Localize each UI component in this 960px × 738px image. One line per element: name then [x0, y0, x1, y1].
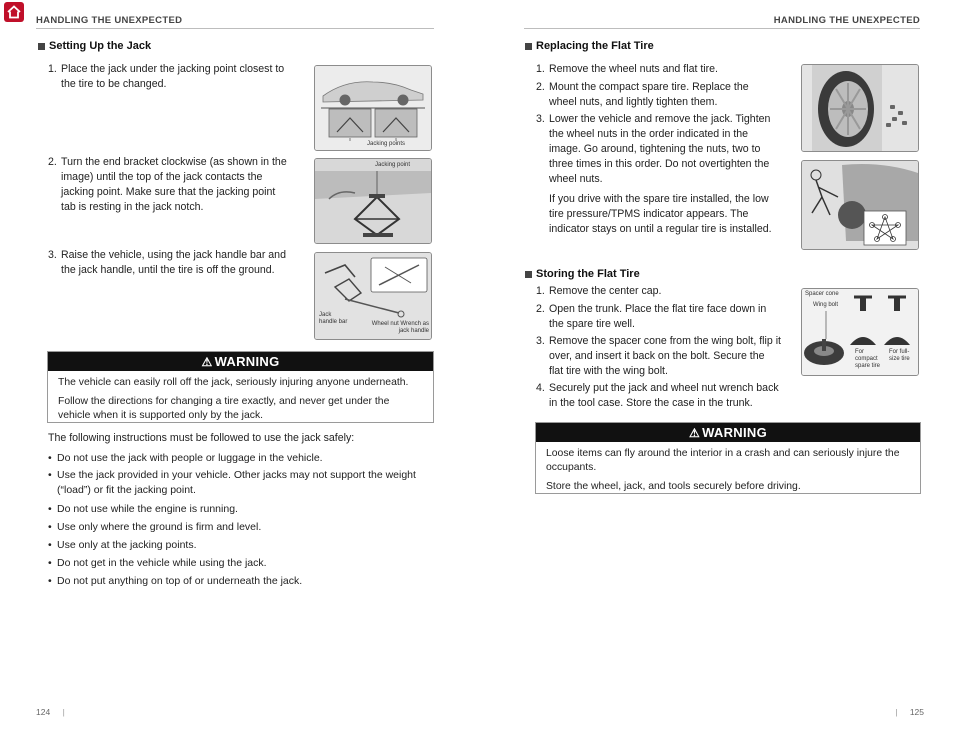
store-step-2 — [536, 302, 776, 332]
step-text: Remove the wheel nuts and flat tire. — [549, 63, 719, 75]
jack-step-3 — [48, 248, 298, 278]
warning-triangle-icon: ⚠ — [201, 354, 213, 369]
step-text: Raise the vehicle, using the jack handle bar and the jack handle, until the tire is off the ground. — [61, 249, 286, 276]
replace-step-2 — [536, 80, 776, 110]
compact-spare-label: For compact spare tire — [855, 349, 881, 369]
jack-step-1 — [48, 62, 298, 92]
list-item: • Do not use the jack with people or luggage in the vehicle. — [48, 449, 433, 467]
warning-paragraph: Store the wheel, jack, and tools securely before driving. — [546, 481, 801, 492]
page-number-text: 124 — [36, 707, 51, 717]
list-item: • Use only at the jacking points. — [48, 536, 433, 554]
step-text: Securely put the jack and wheel nut wrench back in the tool case. Store the case in the trunk. — [549, 382, 779, 409]
full-size-tire-label: For full-size tire — [889, 349, 910, 362]
store-step-4 — [536, 381, 786, 411]
warning-box-jack — [47, 351, 434, 423]
jacking-point-figure — [314, 158, 432, 244]
list-item: • Do not use while the engine is running. — [48, 500, 433, 518]
section-marker-icon — [525, 43, 532, 50]
step-number: 3. — [48, 249, 57, 261]
list-item: • Use only where the ground is firm and level. — [48, 518, 433, 536]
step-number: 3. — [536, 113, 545, 125]
step-text: Remove the center cap. — [549, 285, 662, 297]
jack-handle-bar-label: Jack handle bar — [319, 312, 348, 325]
step-text: Mount the compact spare tire. Replace the wheel nuts, and lightly tighten them. — [549, 81, 749, 108]
jacking-point-label: Jacking point — [375, 162, 411, 168]
jack-step-2 — [48, 155, 288, 215]
running-header: HANDLING THE UNEXPECTED — [773, 15, 920, 26]
step-text: Lower the vehicle and remove the jack. Tighten the wheel nuts in the order indicated in the image. Go around, tightening the nuts, two to three times in this order. Do not overtighten the wheel nuts. — [549, 113, 771, 185]
warning-paragraph: Loose items can fly around the interior in a crash and can seriously injure the occupants. — [546, 448, 900, 473]
safety-bullet-list — [48, 449, 433, 590]
tightening-order-figure — [801, 160, 919, 250]
wheel-illustration — [802, 65, 918, 151]
warning-header — [48, 352, 433, 371]
section-marker-icon — [38, 43, 45, 50]
list-item: • Use the jack provided in your vehicle. Other jacks may not support the weight (“load”) or fit the jacking point. — [48, 468, 433, 498]
warning-header — [536, 423, 920, 442]
car-side-illustration — [315, 66, 431, 150]
jacking-points-figure — [314, 65, 432, 151]
warning-box-storage — [535, 422, 921, 494]
right-page — [480, 0, 960, 738]
store-step-3 — [536, 334, 781, 379]
warning-paragraph: Follow the directions for changing a tire exactly, and never get under the vehicle when it is supported only by the jack. — [58, 396, 390, 421]
list-item: • Do not put anything on top of or underneath the jack. — [48, 572, 433, 590]
list-item: • Do not get in the vehicle while using the jack. — [48, 554, 433, 572]
section-title-text: Replacing the Flat Tire — [536, 40, 654, 52]
step-number: 1. — [536, 63, 545, 75]
replace-step-3 — [536, 112, 778, 187]
warning-title: WARNING — [702, 425, 767, 440]
section-title-text: Setting Up the Jack — [49, 40, 152, 52]
section-title-replacing-flat-tire — [525, 40, 654, 52]
safety-intro: The following instructions must be followed to use the jack safely: — [48, 432, 355, 444]
scissor-jack-illustration — [315, 159, 431, 243]
section-title-storing-flat-tire — [525, 268, 640, 280]
step-number: 2. — [536, 81, 545, 93]
step-text: Turn the end bracket clockwise (as shown in the image) until the top of the jack contacts the jacking point. Make sure that the jacking point tab is resting in the jack notch. — [61, 156, 287, 213]
section-title-text: Storing the Flat Tire — [536, 268, 640, 280]
page-number-text: 125 — [909, 707, 924, 717]
step-number: 4. — [536, 382, 545, 394]
page-number-left: 124 | — [36, 707, 65, 717]
page-number-right: | 125 — [895, 707, 924, 717]
spacer-cone-label: Spacer cone — [805, 291, 839, 297]
header-rule — [36, 28, 434, 29]
step-number: 1. — [536, 285, 545, 297]
replace-step-1 — [536, 62, 776, 77]
running-header: HANDLING THE UNEXPECTED — [36, 15, 183, 26]
warning-title: WARNING — [214, 354, 280, 369]
spacer-cone-figure — [801, 288, 919, 376]
jacking-points-label: Jacking points — [367, 141, 406, 147]
home-icon[interactable] — [4, 2, 24, 22]
section-marker-icon — [525, 271, 532, 278]
header-rule — [524, 28, 920, 29]
warning-paragraph: The vehicle can easily roll off the jack, seriously injuring anyone underneath. — [58, 377, 409, 388]
tpms-note: If you drive with the spare tire installed, the low tire pressure/TPMS indicator appears. The indicator stays on until a regular tire is installed. — [549, 193, 772, 235]
step-number: 2. — [536, 303, 545, 315]
step-text: Place the jack under the jacking point closest to the tire to be changed. — [61, 63, 285, 90]
wing-bolt-label: Wing bolt — [813, 302, 839, 308]
jack-handle-figure — [314, 252, 432, 340]
step-number: 2. — [48, 156, 57, 168]
step-number: 1. — [48, 63, 57, 75]
section-title-setting-up-jack — [38, 40, 151, 52]
store-step-1 — [536, 284, 786, 299]
tightening-illustration — [802, 161, 918, 249]
warning-triangle-icon: ⚠ — [689, 425, 701, 440]
wheel-nuts-figure — [801, 64, 919, 152]
wheel-nut-wrench-label: Wheel nut Wrench as jack handle — [371, 321, 429, 334]
step-number: 3. — [536, 335, 545, 347]
step-text: Remove the spacer cone from the wing bolt, flip it over, and insert it back on the bolt. Secure the flat tire with the wing bolt. — [549, 335, 781, 377]
step-text: Open the trunk. Place the flat tire face down in the spare tire well. — [549, 303, 767, 330]
